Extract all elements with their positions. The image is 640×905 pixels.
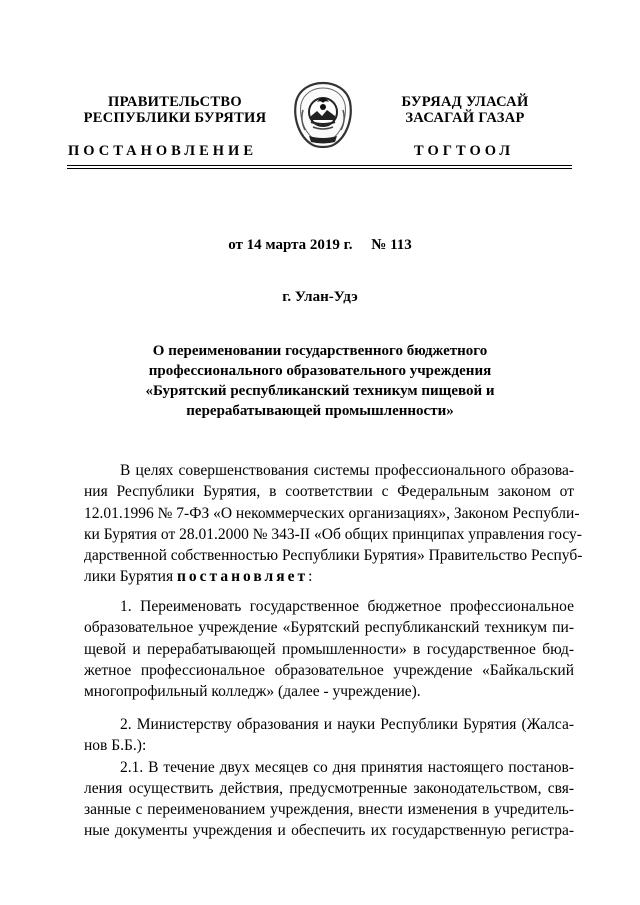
text-line: щевой и перерабатывающей промышленности» в государственное бюд- bbox=[84, 640, 574, 658]
text-line: ния Республики Бурятия, в соответствии с Федеральным законом от bbox=[84, 483, 574, 501]
issuer-line: ПРАВИТЕЛЬСТВО bbox=[108, 94, 242, 110]
text-line: нов Б.Б.): bbox=[84, 737, 147, 755]
issuer-line: РЕСПУБЛИКИ БУРЯТИЯ bbox=[83, 110, 267, 126]
text-line: многопрофильный колледж» (далее - учреждение). bbox=[84, 683, 421, 701]
document-date-number: от 14 марта 2019 г. № 113 bbox=[228, 237, 412, 253]
item-1-paragraph bbox=[84, 596, 574, 702]
decree-word: постановляет bbox=[176, 568, 309, 586]
doc-type-russian: ПОСТАНОВЛЕНИЕ bbox=[68, 143, 258, 159]
text-line: 1. Переименовать государственное бюджетное профессиональное bbox=[120, 598, 574, 615]
coat-of-arms-emblem bbox=[291, 80, 355, 152]
document-city: г. Улан-Удэ bbox=[282, 289, 358, 305]
text-line: ные документы учреждения и обеспечить их государственную регистра- bbox=[84, 822, 574, 840]
text-line: 2.1. В течение двух месяцев со дня принятия настоящего постанов- bbox=[120, 758, 574, 776]
text-line: 12.01.1996 № 7-ФЗ «О некоммерческих организациях», Законом Республи- bbox=[84, 504, 580, 522]
text-line-decree bbox=[84, 566, 574, 587]
text-line: ления осуществить действия, предусмотренные законодательством, свя- bbox=[84, 779, 574, 797]
issuer-name-buryat bbox=[360, 94, 570, 126]
header-rule bbox=[67, 165, 572, 166]
text-line: лики Бурятия bbox=[84, 568, 177, 586]
text-line: В целях совершенствования системы профессионального образова- bbox=[120, 462, 574, 479]
text-line: 2. Министерству образования и науки Республики Бурятия (Жалса- bbox=[120, 716, 574, 733]
text-line: дарственной собственностью Республики Бурятия» Правительство Респуб- bbox=[84, 547, 583, 565]
doc-type-buryat: ТОГТООЛ bbox=[414, 143, 515, 159]
preamble-paragraph bbox=[84, 460, 583, 588]
title-line: «Бурятский республиканский техникум пищевой и bbox=[145, 383, 495, 399]
issuer-line: ЗАСАГАЙ ГАЗАР bbox=[405, 110, 525, 126]
title-line: О переименовании государственного бюджетного bbox=[152, 343, 488, 359]
issuer-line: БУРЯАД УЛАСАЙ bbox=[401, 94, 529, 110]
header-rule-thin bbox=[67, 168, 572, 169]
title-line: профессионального образовательного учреждения bbox=[148, 363, 492, 379]
text-line: занные с переименованием учреждения, внести изменения в учредитель- bbox=[84, 801, 574, 819]
item-2-paragraph bbox=[84, 714, 574, 842]
title-line: перерабатывающей промышленности» bbox=[186, 403, 454, 419]
text-line: образовательное учреждение «Бурятский республиканский техникум пи- bbox=[84, 619, 574, 637]
document-title bbox=[100, 341, 540, 421]
text-line: жетное профессиональное образовательное учреждение «Байкальский bbox=[84, 661, 574, 679]
decree-colon: : bbox=[308, 568, 313, 586]
text-line: ки Бурятия от 28.01.2000 № 343-II «Об общих принципах управления госу- bbox=[84, 525, 582, 543]
issuer-name-russian bbox=[70, 94, 280, 126]
